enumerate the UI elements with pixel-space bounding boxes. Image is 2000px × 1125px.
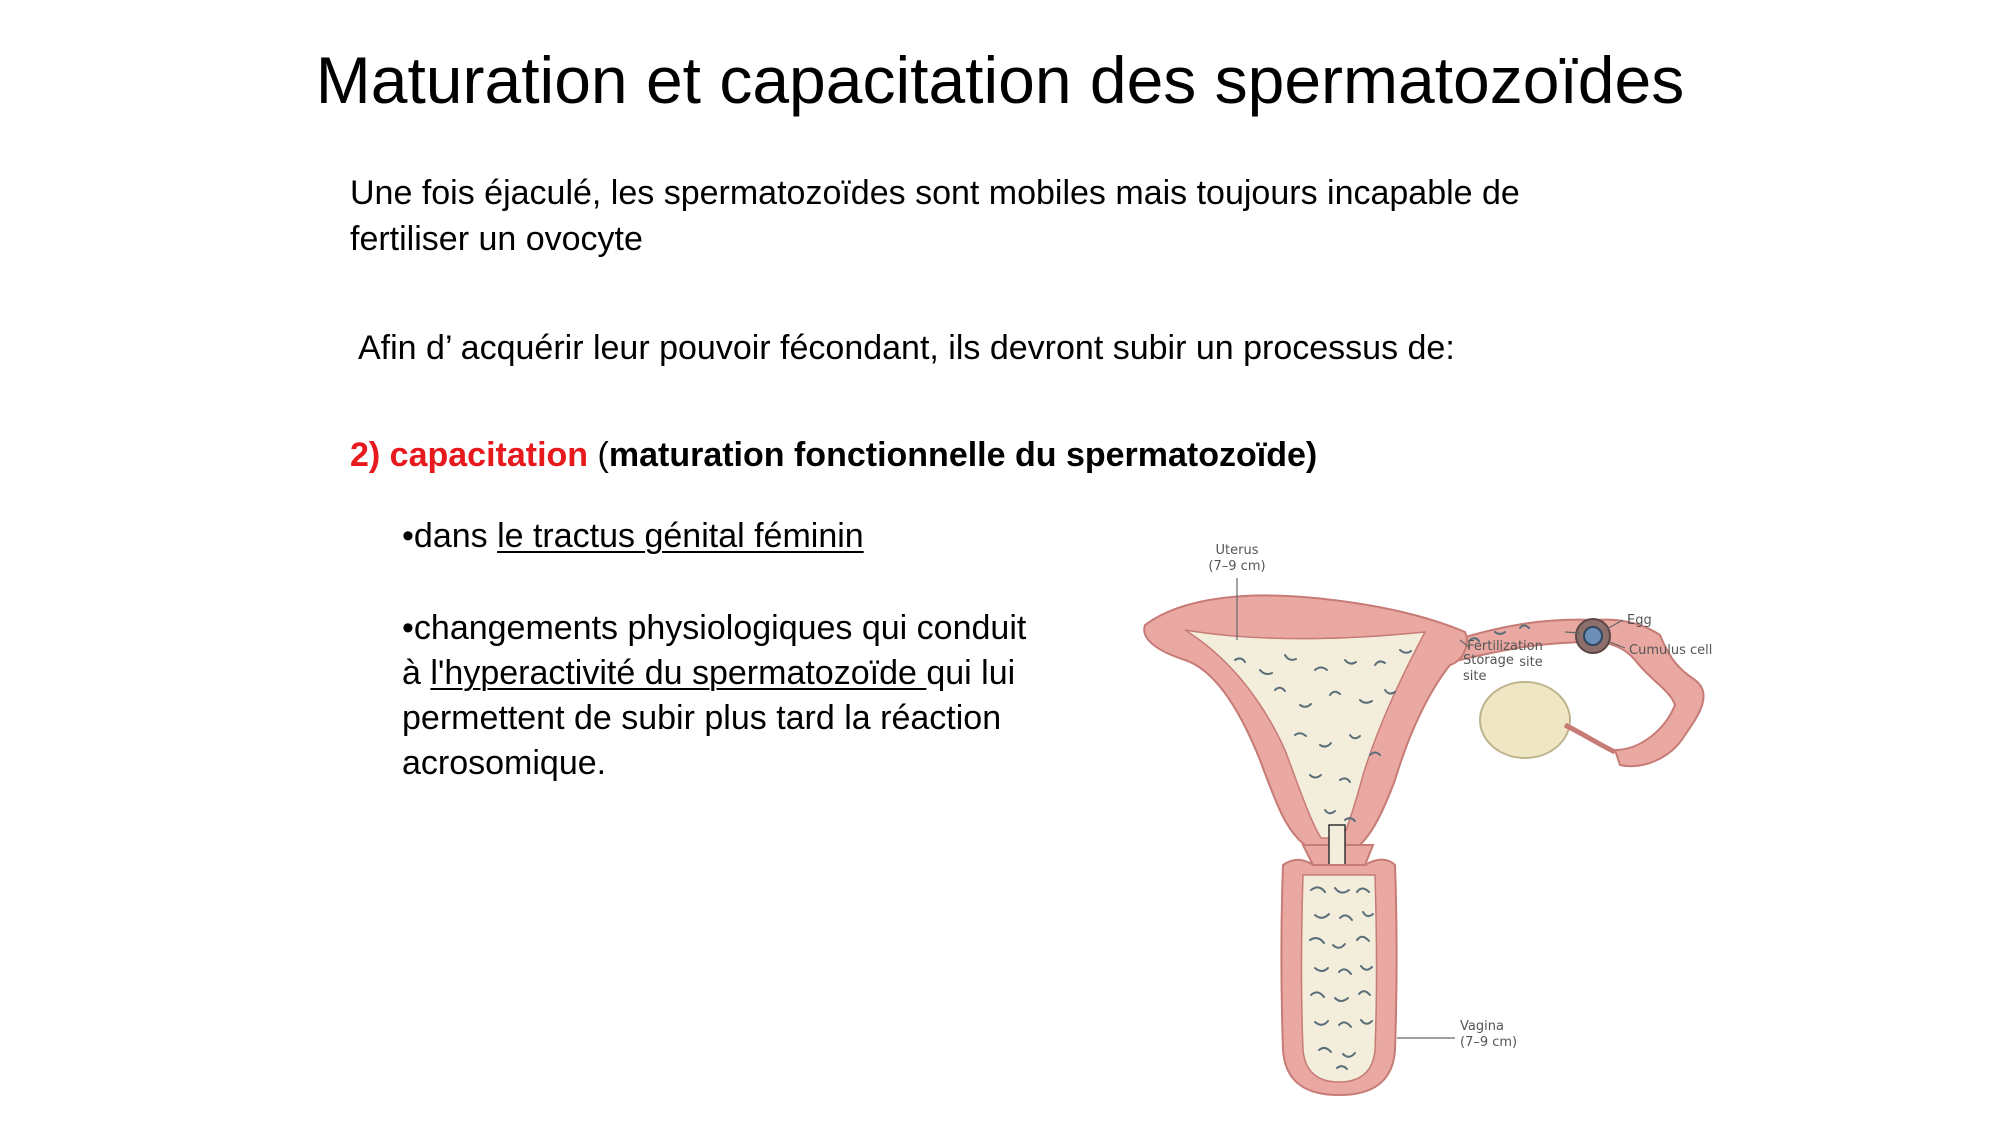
label-egg: Egg — [1627, 613, 1652, 628]
bullet-2-line-2-underlined: l'hyperactivité du spermatozoïde — [430, 654, 927, 692]
egg — [1584, 627, 1602, 645]
label-fertilization-site: site — [1519, 655, 1543, 670]
bullet-1-underlined: le tractus génital féminin — [497, 517, 864, 555]
bullet-item-2 — [402, 606, 1122, 786]
female-reproductive-tract-figure — [1125, 520, 1745, 1120]
bullet-2-line-3: permettent de subir plus tard la réaction — [402, 699, 1002, 737]
bullet-2-line-1: •changements physiologiques qui conduit — [402, 609, 1027, 647]
intro-line-1: Une fois éjaculé, les spermatozoïdes sont mobiles mais toujours incapable de — [350, 174, 1520, 212]
label-vagina: Vagina — [1460, 1019, 1504, 1034]
bullet-2-line-2-prefix: à — [402, 654, 431, 692]
label-vagina-size: (7–9 cm) — [1460, 1035, 1518, 1050]
bullet-2-line-2-suffix: qui lui — [926, 654, 1016, 692]
label-fertilization: Fertilization — [1467, 639, 1543, 654]
intro-paragraph — [350, 170, 1680, 262]
bullet-1-prefix: •dans — [402, 517, 498, 555]
label-uterus-size: (7–9 cm) — [1208, 559, 1266, 574]
bullet-2-line-4: acrosomique. — [402, 744, 607, 782]
heading-number-label: 2) capacitation — [350, 436, 589, 474]
process-paragraph: Afin d’ acquérir leur pouvoir fécondant, ils devront subir un processus de: — [358, 329, 1455, 367]
label-uterus: Uterus — [1215, 543, 1259, 558]
page-title: Maturation et capacitation des spermatozoïdes — [315, 43, 1685, 117]
heading-bold-text: maturation fonctionnelle du spermatozoïde) — [608, 436, 1318, 474]
ovary — [1480, 682, 1570, 758]
vaginal-canal — [1302, 875, 1377, 1082]
heading-open-paren: ( — [588, 436, 609, 474]
label-storage: Storage — [1463, 653, 1514, 668]
intro-line-2: fertiliser un ovocyte — [350, 220, 643, 258]
label-cumulus-cell: Cumulus cell — [1629, 643, 1713, 658]
cervical-canal — [1329, 825, 1345, 869]
section-heading — [350, 432, 1680, 478]
reproductive-tract-diagram — [1125, 520, 1745, 1120]
bullet-item-1 — [402, 514, 1022, 559]
ovarian-ligament — [1565, 725, 1615, 752]
label-storage-site: site — [1463, 669, 1487, 684]
ampulla — [1595, 620, 1704, 767]
